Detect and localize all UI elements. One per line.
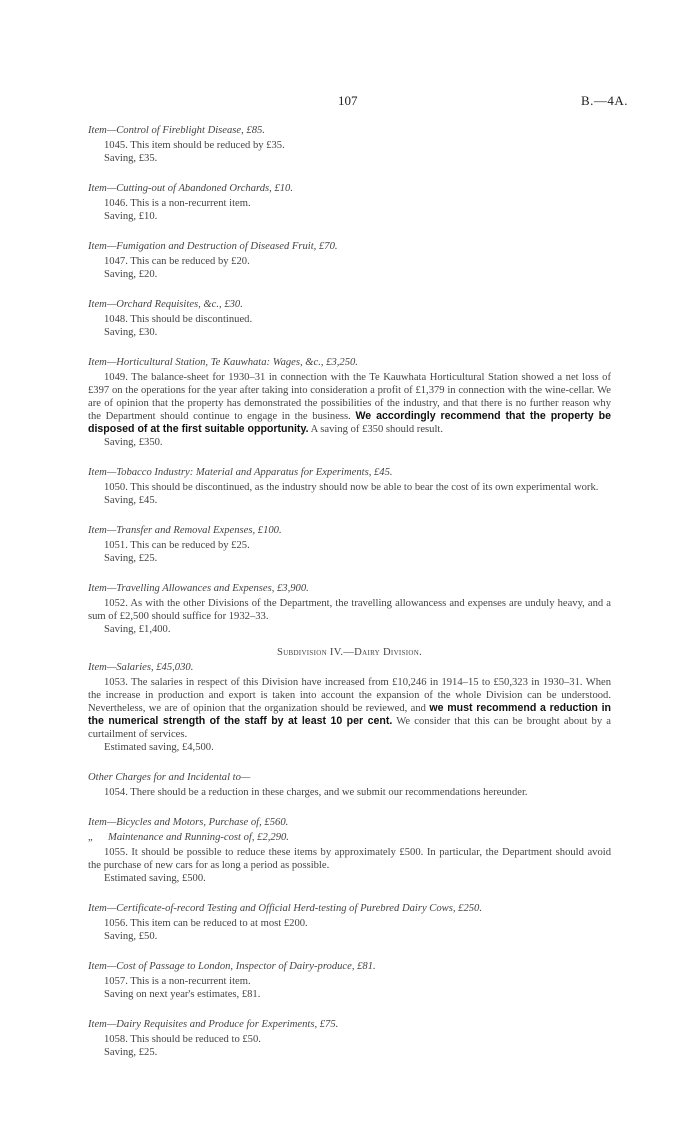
recommendation-text: We accordingly recommend that the property be disposed of at the first suitable opportunity. xyxy=(88,410,611,435)
budget-item xyxy=(88,902,611,943)
page-header xyxy=(88,93,628,109)
paragraph-text: 1054. There should be a reduction in these charges, and we submit our recommendations hereunder. xyxy=(104,787,528,798)
paragraph-text: We consider that this can be brought about by a curtailment of services. xyxy=(88,716,611,740)
item-title: Item—Bicycles and Motors, Purchase of, £560. xyxy=(88,817,289,828)
budget-item xyxy=(88,466,611,507)
saving-line: Saving, £35. xyxy=(104,153,158,164)
ditto-mark: „ xyxy=(88,832,93,843)
paragraph-text: 1057. This is a non-recurrent item. xyxy=(104,976,251,987)
item-paragraph xyxy=(88,786,611,799)
budget-item xyxy=(88,124,611,165)
item-paragraph xyxy=(88,139,611,152)
item-title: Item—Horticultural Station, Te Kauwhata: Wages, &c., £3,250. xyxy=(88,357,358,368)
budget-item xyxy=(88,646,611,754)
paragraph-text: 1051. This can be reduced by £25. xyxy=(104,540,250,551)
saving-line: Saving on next year's estimates, £81. xyxy=(104,989,261,1000)
item-paragraph xyxy=(88,539,611,552)
item-title: Item—Certificate-of-record Testing and Official Herd-testing of Purebred Dairy Cows, £250. xyxy=(88,903,482,914)
paragraph-text: 1058. This should be reduced to £50. xyxy=(104,1034,261,1045)
item-title: Item—Travelling Allowances and Expenses, £3,900. xyxy=(88,583,309,594)
saving-line: Estimated saving, £4,500. xyxy=(104,742,214,753)
document-body xyxy=(88,124,611,1076)
budget-item xyxy=(88,240,611,281)
paragraph-text: 1055. It should be possible to reduce these items by approximately £500. In particular, the Department should avoid the purchase of new cars for as long a period as possible. xyxy=(88,847,611,871)
item-title: Item—Cutting-out of Abandoned Orchards, £10. xyxy=(88,183,293,194)
item-title: Item—Tobacco Industry: Material and Apparatus for Experiments, £45. xyxy=(88,467,393,478)
item-paragraph xyxy=(88,846,611,872)
item-title-continued xyxy=(88,831,611,844)
saving-line: Saving, £30. xyxy=(104,327,158,338)
budget-item xyxy=(88,524,611,565)
item-title: Item—Orchard Requisites, &c., £30. xyxy=(88,299,243,310)
paragraph-text: 1045. This item should be reduced by £35. xyxy=(104,140,285,151)
budget-item xyxy=(88,1018,611,1059)
item-title: Item—Dairy Requisites and Produce for Experiments, £75. xyxy=(88,1019,339,1030)
item-paragraph xyxy=(88,481,611,494)
budget-item xyxy=(88,298,611,339)
item-title: Item—Salaries, £45,030. xyxy=(88,662,194,673)
budget-item xyxy=(88,816,611,885)
item-title-continued-text: Maintenance and Running-cost of, £2,290. xyxy=(108,832,289,843)
item-title: Item—Transfer and Removal Expenses, £100. xyxy=(88,525,282,536)
section-subheading: Subdivision IV.—Dairy Division. xyxy=(276,647,423,658)
item-paragraph xyxy=(88,313,611,326)
item-title: Item—Control of Fireblight Disease, £85. xyxy=(88,125,265,136)
budget-item xyxy=(88,582,611,636)
budget-item xyxy=(88,960,611,1001)
saving-line: Saving, £350. xyxy=(104,437,163,448)
paragraph-text: 1053. The salaries in respect of this Division have increased from £10,246 in 1914–15 to £50,323 in 1930–31. When the increase in production and export is taken into account the expansion of the whole Division can be understood. Nevertheless, we are of opinion that the organization should be reviewed, and xyxy=(88,677,611,714)
saving-line: Saving, £25. xyxy=(104,553,158,564)
paragraph-text: 1052. As with the other Divisions of the Department, the travelling allowancess and expenses are unduly heavy, and a sum of £2,500 should suffice for 1932–33. xyxy=(88,598,611,622)
recommendation-text: we must recommend a reduction in the numerical strength of the staff by at least 10 per cent. xyxy=(88,702,611,727)
item-title: Other Charges for and Incidental to— xyxy=(88,772,251,783)
budget-item xyxy=(88,771,611,799)
item-title: Item—Fumigation and Destruction of Diseased Fruit, £70. xyxy=(88,241,338,252)
saving-line: Estimated saving, £500. xyxy=(104,873,206,884)
paragraph-text: 1049. The balance-sheet for 1930–31 in connection with the Te Kauwhata Horticultural Station showed a net loss of £397 on the operations for the year after taking into consideration a profit of £1,379 in connection with the wine-cellar. We are of opinion that the property has demonstrated the possibilities of the industry, and that there is no further reason why the Department should continue to engage in the business. xyxy=(88,372,611,422)
paragraph-text: 1056. This item can be reduced to at most £200. xyxy=(104,918,308,929)
item-paragraph xyxy=(88,1033,611,1046)
item-paragraph xyxy=(88,917,611,930)
paragraph-text: 1047. This can be reduced by £20. xyxy=(104,256,250,267)
item-paragraph xyxy=(88,197,611,210)
document-reference: B.—4A. xyxy=(580,93,628,108)
item-paragraph xyxy=(88,255,611,268)
item-title: Item—Cost of Passage to London, Inspector of Dairy-produce, £81. xyxy=(88,961,376,972)
budget-item xyxy=(88,356,611,449)
item-paragraph xyxy=(88,975,611,988)
saving-line: Saving, £25. xyxy=(104,1047,158,1058)
budget-item xyxy=(88,182,611,223)
paragraph-text: 1048. This should be discontinued. xyxy=(104,314,253,325)
saving-line: Saving, £20. xyxy=(104,269,158,280)
item-paragraph xyxy=(88,676,611,741)
paragraph-text: 1050. This should be discontinued, as the industry should now be able to bear the cost of its own experimental work. xyxy=(104,482,599,493)
paragraph-text: 1046. This is a non-recurrent item. xyxy=(104,198,251,209)
saving-line: Saving, £45. xyxy=(104,495,158,506)
page-number: 107 xyxy=(338,93,358,108)
item-paragraph xyxy=(88,371,611,436)
paragraph-text: A saving of £350 should result. xyxy=(308,424,443,435)
saving-line: Saving, £50. xyxy=(104,931,158,942)
item-paragraph xyxy=(88,597,611,623)
saving-line: Saving, £10. xyxy=(104,211,158,222)
saving-line: Saving, £1,400. xyxy=(104,624,171,635)
